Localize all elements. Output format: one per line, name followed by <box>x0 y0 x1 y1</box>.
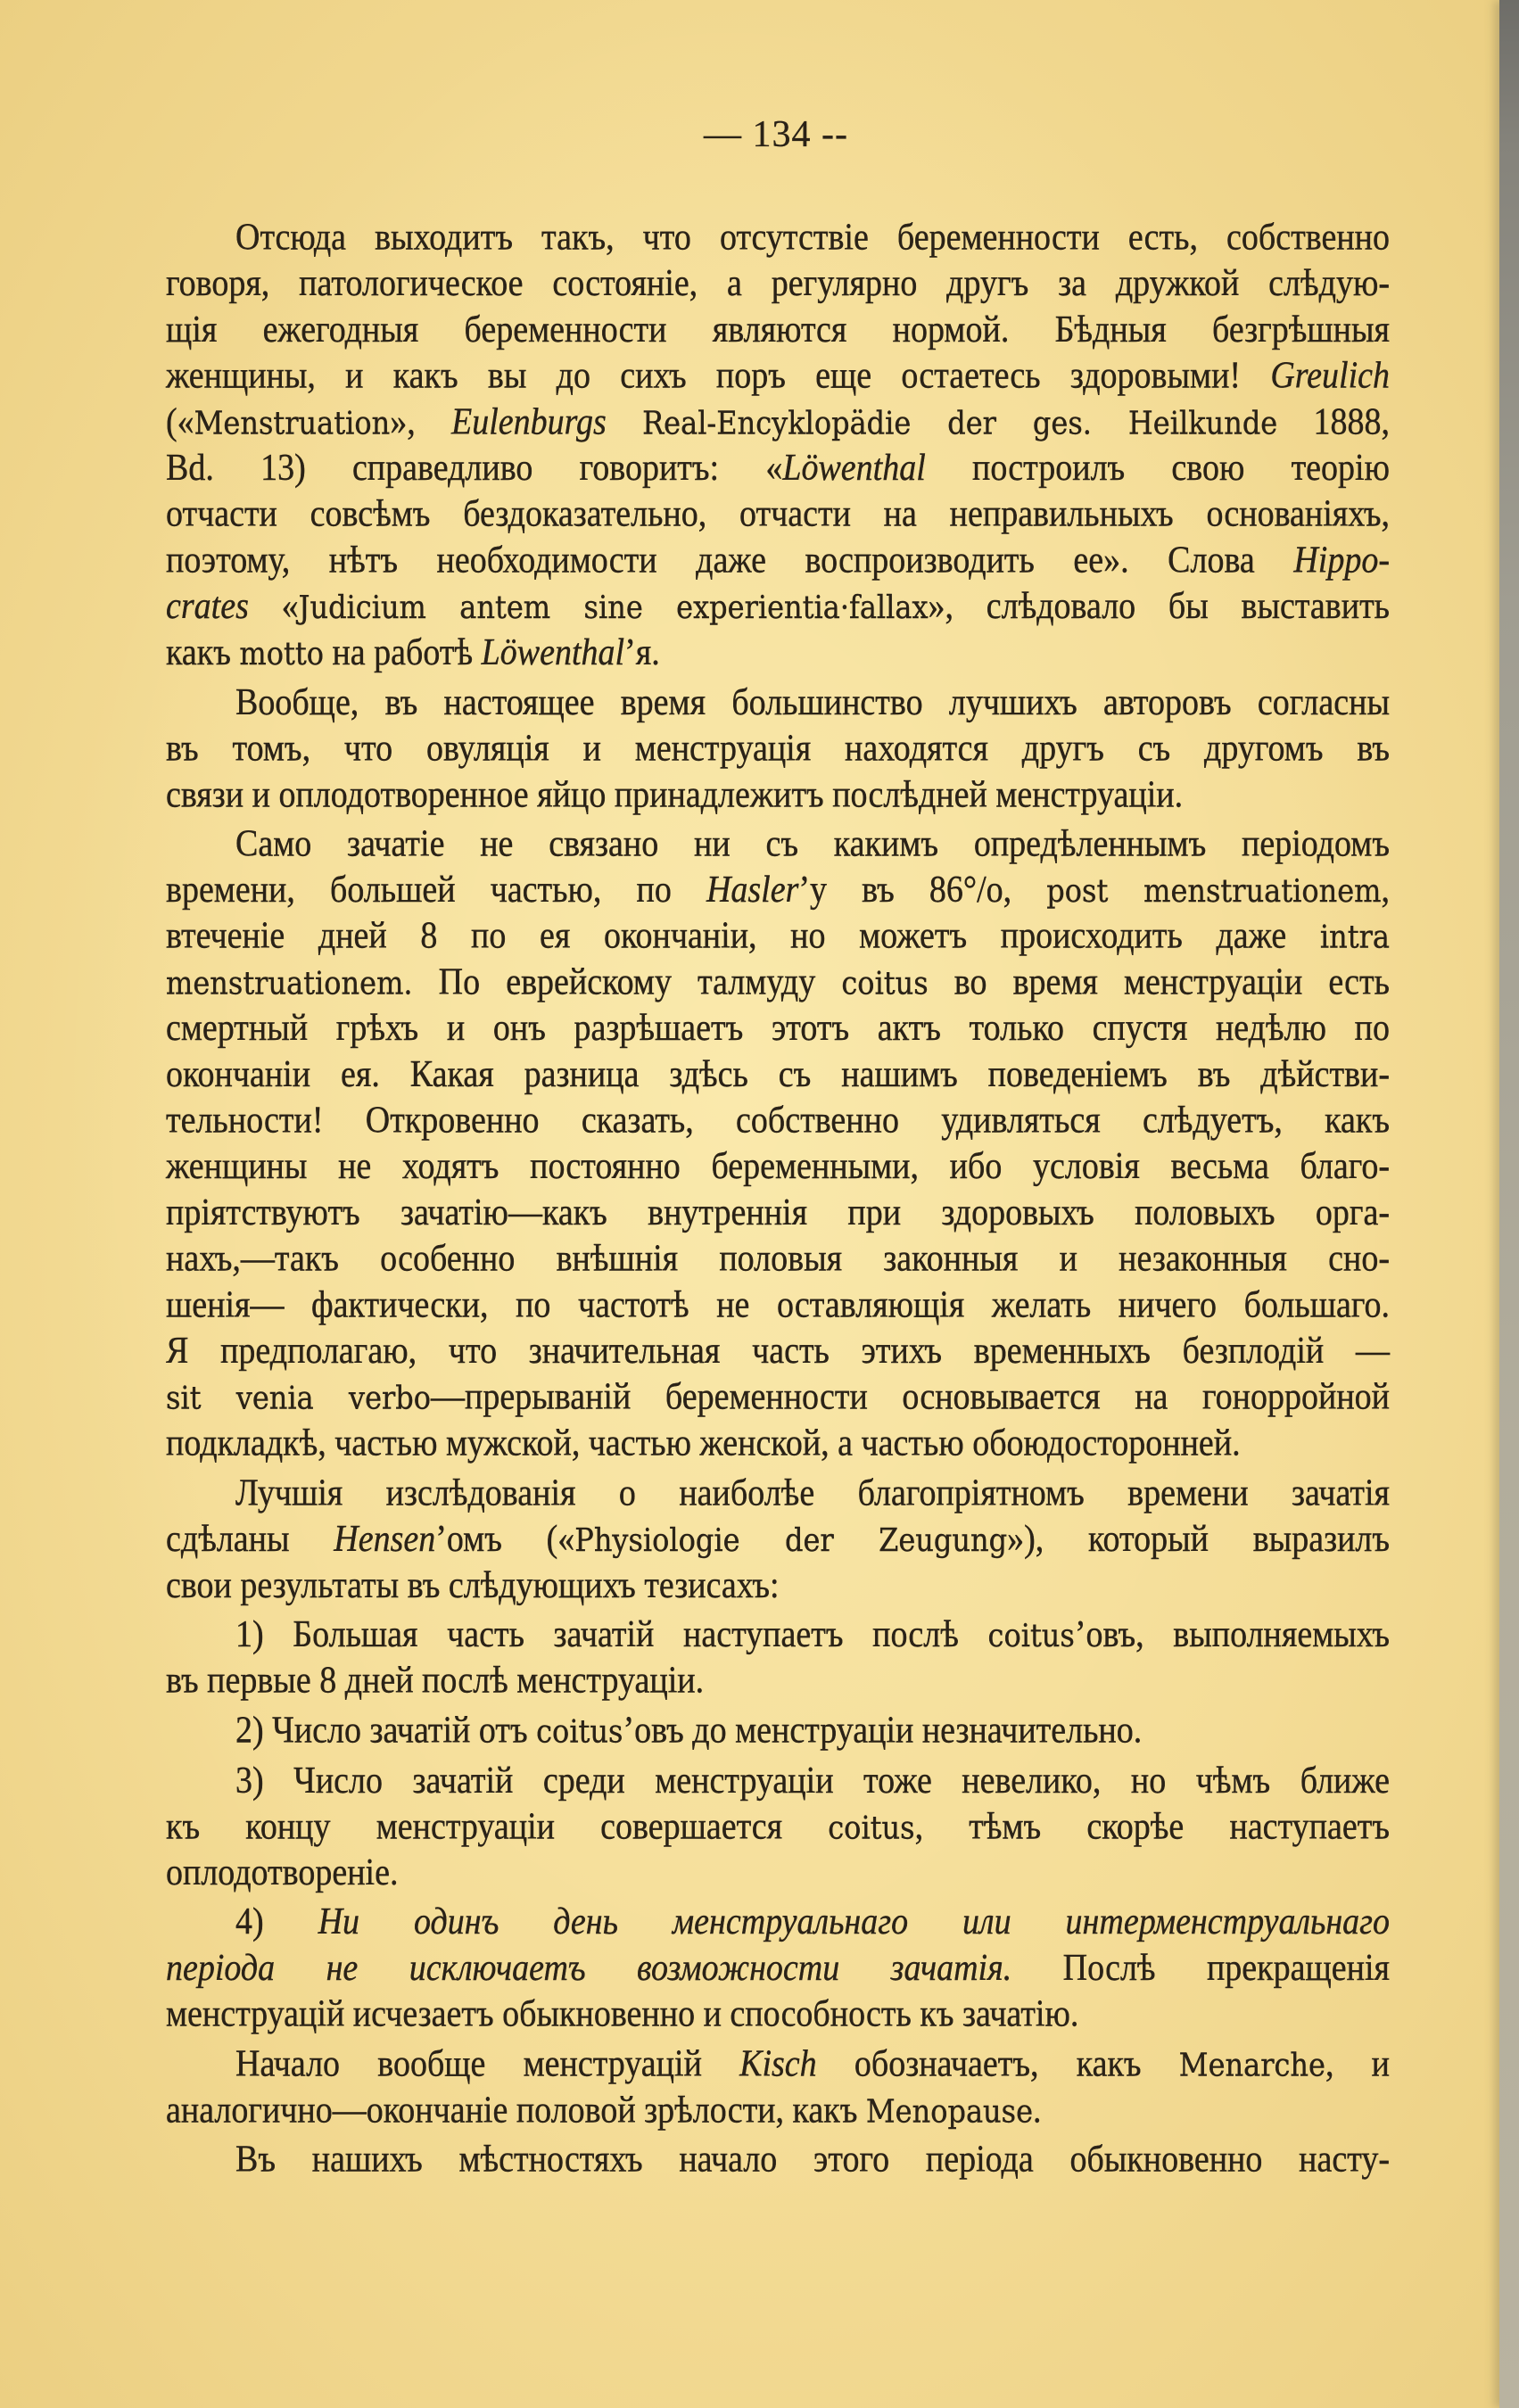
italic-text: Kisch <box>739 2043 817 2085</box>
text-run: , и <box>1325 2043 1390 2085</box>
text-run: времени, большей частью, по <box>166 869 706 911</box>
latin-term: Menopause <box>865 2092 1033 2130</box>
text-run: 1) Большая часть зачатій наступаетъ послѣ <box>235 1614 988 1656</box>
text-line: 3) Число зачатій среди менструаціи тоже невелико, но чѣмъ ближе <box>235 1760 1390 1802</box>
paragraph <box>166 680 1390 818</box>
paragraph <box>166 2137 1390 2183</box>
latin-term: coitus <box>987 1617 1075 1655</box>
text-run: ’я. <box>624 631 660 673</box>
latin-term: Judicium antem sine experientia·fallax <box>298 589 929 626</box>
latin-term: intra <box>1319 918 1390 956</box>
text-run: ’у въ 86°/o, <box>798 869 1047 911</box>
body-text <box>166 215 1390 2183</box>
text-line: связи и оплодотворенное яйцо принадлежитъ послѣдней менструаціи. <box>166 773 1184 815</box>
text-run: втеченіе дней 8 по ея окончаніи, но можетъ происходить даже <box>166 915 1320 957</box>
text-line: Я предполагаю, что значительная часть этихъ временныхъ безплодій — <box>166 1330 1390 1373</box>
text-run: ’омъ (« <box>435 1518 575 1560</box>
latin-term: coitus <box>536 1712 623 1751</box>
text-line <box>166 400 1390 446</box>
italic-text: Greulich <box>1270 355 1390 397</box>
text-run: поэтому, нѣтъ необходимости даже воспроизводить ее». Слова <box>166 540 1294 581</box>
text-run: », <box>390 401 451 443</box>
text-line: Въ нашихъ мѣстностяхъ начало этого періода обыкновенно насту- <box>235 2139 1390 2181</box>
paragraph <box>166 1758 1390 1896</box>
latin-term: post menstruationem <box>1046 872 1382 911</box>
latin-term: Menstruation <box>194 404 391 442</box>
text-line <box>166 2041 1390 2088</box>
text-run: какъ <box>166 631 240 673</box>
text-line: менструацій исчезаетъ обыкновенно и способность къ зачатію. <box>166 1993 1079 2035</box>
italic-text: Ни одинъ день менструальнаго или интерменструальнаго <box>318 1901 1390 1943</box>
text-run: (« <box>166 401 194 443</box>
text-run: 4) <box>235 1901 318 1943</box>
text-line <box>166 446 1390 492</box>
latin-term: sit venia verbo <box>166 1379 432 1417</box>
text-run: сдѣланы <box>166 1518 334 1560</box>
text-run: », слѣдовало бы выставить <box>928 585 1391 627</box>
text-line: въ томъ, что овуляція и менструація находятся другъ съ другомъ въ <box>166 727 1390 770</box>
text-line <box>166 630 1390 676</box>
paragraph <box>166 1900 1390 2038</box>
text-run: »), который выразилъ <box>1007 1518 1391 1560</box>
text-line: въ первые 8 дней послѣ менструаціи. <box>166 1660 705 1702</box>
text-run: 2) Число зачатій отъ <box>235 1710 537 1752</box>
text-line: свои результаты въ слѣдующихъ тезисахъ: <box>166 1564 780 1606</box>
italic-text: Löwenthal <box>782 447 926 489</box>
latin-term: coitus <box>841 964 929 1002</box>
latin-term: Menarche <box>1178 2046 1325 2084</box>
latin-term: Real-Encyklopädie der ges. Heilkunde <box>642 404 1278 442</box>
text-run: , <box>1381 869 1390 911</box>
text-run: на работѣ <box>323 631 482 673</box>
text-line: Вообще, въ настоящее время большинство лучшихъ авторовъ согласны <box>235 681 1390 723</box>
page-edge-shadow <box>1499 0 1519 2408</box>
text-run: Послѣ прекращенія <box>1011 1947 1390 1989</box>
text-run: Bd. 13) справедливо говоритъ: « <box>166 447 783 489</box>
text-line: женщины не ходятъ постоянно беременными, ибо условія весьма благо- <box>166 1146 1390 1188</box>
text-line <box>166 353 1390 400</box>
text-line <box>166 1516 1390 1563</box>
text-run: ’овъ, выполняемыхъ <box>1074 1614 1390 1656</box>
italic-text: Eulenburgs <box>450 401 607 443</box>
page-number: — 134 -- <box>704 114 848 155</box>
text-line: подкладкѣ, частью мужской, частью женской, а частью обоюдосторонней. <box>166 1423 1241 1464</box>
text-line <box>166 1612 1390 1659</box>
latin-term: motto <box>239 634 324 672</box>
text-run: аналогично—окончаніе половой зрѣлости, какъ <box>166 2089 866 2132</box>
text-line: отчасти совсѣмъ бездоказательно, отчасти на неправильныхъ основаніяхъ, <box>166 493 1390 535</box>
text-run: во время менструаціи есть <box>928 961 1390 1003</box>
text-run: , тѣмъ скорѣе наступаетъ <box>914 1805 1390 1847</box>
text-line: Само зачатіе не связано ни съ какимъ опредѣленнымъ періодомъ <box>235 823 1390 865</box>
text-run: построилъ свою теорію <box>925 447 1390 489</box>
text-line <box>166 1374 1390 1421</box>
paragraph <box>166 1708 1390 1754</box>
italic-text: crates <box>166 585 249 627</box>
text-line: смертный грѣхъ и онъ разрѣшаетъ этотъ актъ только спустя недѣлю по <box>166 1008 1390 1050</box>
text-line <box>166 1708 1390 1754</box>
text-line <box>166 584 1390 631</box>
text-line <box>166 868 1390 914</box>
paragraph <box>166 2041 1390 2133</box>
text-line <box>166 913 1390 960</box>
text-line: тельности! Откровенно сказать, собственно удивляться слѣдуетъ, какъ <box>166 1100 1390 1142</box>
text-line <box>166 1900 1390 1946</box>
text-line: оплодотвореніе. <box>166 1851 399 1893</box>
text-line: нахъ,—такъ особенно внѣшнія половыя законныя и незаконныя сно- <box>166 1238 1390 1280</box>
text-line <box>166 538 1390 584</box>
text-line <box>166 1946 1390 1992</box>
latin-term: coitus <box>828 1809 915 1846</box>
paragraph <box>166 1471 1390 1609</box>
latin-term: menstruationem. <box>166 964 413 1002</box>
italic-text: Hippo- <box>1293 540 1390 581</box>
text-line <box>166 1804 1390 1851</box>
text-run: ’овъ до менструаціи незначительно. <box>623 1710 1143 1752</box>
paragraph <box>166 215 1390 676</box>
text-run: къ концу менструаціи совершается <box>166 1805 829 1847</box>
text-run <box>607 401 642 442</box>
text-run: женщины, и какъ вы до сихъ поръ еще остаетесь здоровыми! <box>166 355 1271 397</box>
text-line: шенія— фактически, по частотѣ не оставляющія желать ничего большаго. <box>166 1284 1390 1326</box>
text-run: Начало вообще менструацій <box>235 2043 740 2085</box>
text-run: 1888, <box>1277 401 1391 443</box>
text-line: пріятствуютъ зачатію—какъ внутреннія при здоровыхъ половыхъ орга- <box>166 1192 1390 1234</box>
italic-text: Hensen <box>334 1518 436 1560</box>
text-run: —прерываній беременности основывается на гонорройной <box>431 1376 1390 1418</box>
text-run: « <box>248 585 299 627</box>
text-run: . <box>1033 2089 1042 2132</box>
text-run: обозначаетъ, какъ <box>816 2043 1179 2085</box>
text-line: Отсюда выходитъ такъ, что отсутствіе беременности есть, собственно <box>235 217 1390 259</box>
latin-term: Physiologie der Zeugung <box>574 1521 1008 1559</box>
italic-text: періода не исключаетъ возможности зачатія. <box>166 1947 1012 1989</box>
text-line <box>166 960 1390 1006</box>
paragraph <box>166 821 1390 1467</box>
italic-text: Hasler <box>706 869 799 911</box>
italic-text: Löwenthal <box>481 631 625 673</box>
text-line: щія ежегодныя беременности являются нормой. Бѣдныя безгрѣшныя <box>166 309 1390 350</box>
paragraph <box>166 1612 1390 1704</box>
text-line: говоря, патологическое состояніе, а регулярно другъ за дружкой слѣдую- <box>166 262 1390 305</box>
text-line: Лучшія изслѣдованія о наиболѣе благопріятномъ времени зачатія <box>235 1472 1390 1514</box>
text-run: По еврейскому талмуду <box>412 961 842 1003</box>
text-line <box>166 2088 1390 2134</box>
text-line: окончаніи ея. Какая разница здѣсь съ нашимъ поведеніемъ въ дѣйстви- <box>166 1053 1390 1095</box>
